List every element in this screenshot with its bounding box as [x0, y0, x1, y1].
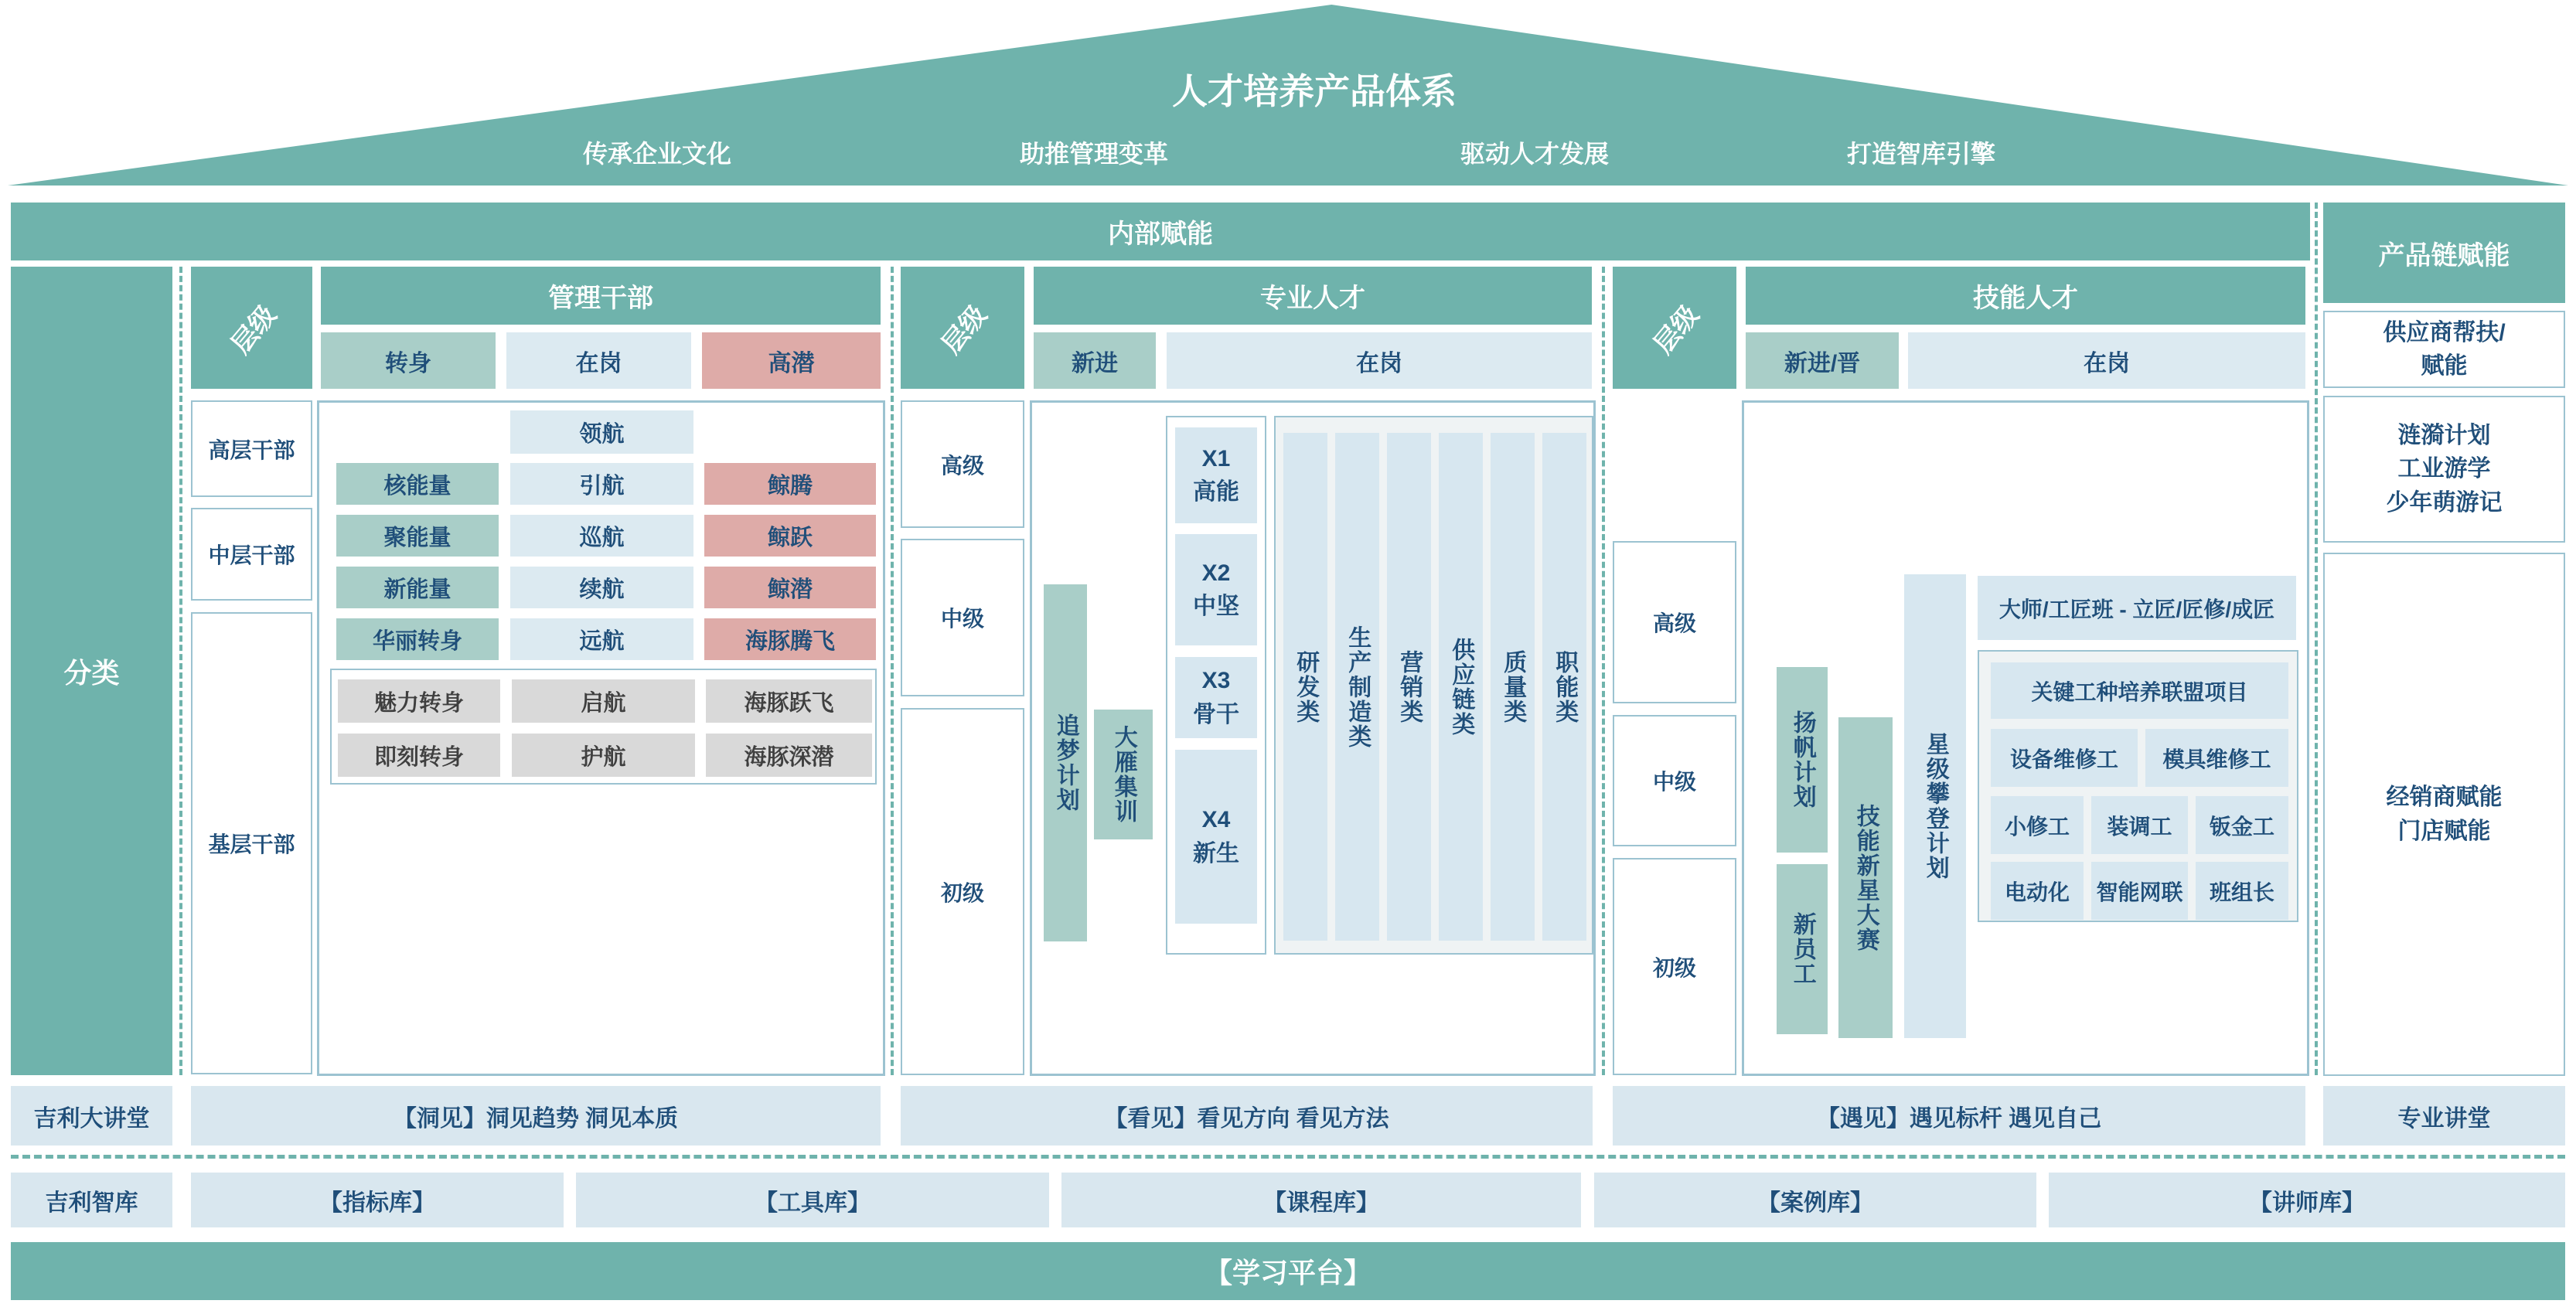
management-level-header-label: 层级: [225, 299, 282, 359]
professional-content-box: [1030, 400, 1596, 1076]
x1-code: X1: [1201, 445, 1231, 471]
alliance-title: 关键工种培养联盟项目: [1991, 662, 2288, 719]
category-quality: 质量类: [1491, 433, 1535, 941]
trade-electrification: 电动化: [1991, 862, 2084, 920]
x4-code: X4: [1201, 807, 1231, 832]
category-marketing: 营销类: [1387, 433, 1431, 941]
program-yuanhang: 远航: [510, 618, 693, 660]
program-yinhang: 引航: [510, 463, 693, 505]
program-xuhang: 续航: [510, 567, 693, 608]
skilled-subheader-new: 新进/晋: [1746, 332, 1899, 389]
skilled-level-header-label: 层级: [1648, 299, 1705, 359]
program-xunhang: 巡航: [510, 515, 693, 557]
industry-tour-line: 工业游学: [2397, 456, 2491, 482]
program-juenergy: 聚能量: [336, 515, 499, 557]
program-heenergy: 核能量: [336, 463, 499, 505]
x2-box: [1175, 534, 1257, 645]
program-xinenergy: 新能量: [336, 567, 499, 608]
divider-dashed-4: [2315, 203, 2318, 1075]
x4-box: [1175, 750, 1257, 924]
lecture-see-box: 【看见】看见方向 看见方法: [901, 1086, 1593, 1145]
category-function: 职能类: [1542, 433, 1586, 941]
ripple-plan-line: 涟漪计划: [2397, 422, 2491, 448]
roof-pillar-culture: 传承企业文化: [582, 140, 732, 168]
program-jike-zhuanshen: 即刻转身: [338, 734, 500, 777]
trade-mold-repair: 模具维修工: [2145, 729, 2288, 787]
x1-box: [1175, 427, 1257, 523]
dealer-empowerment-box: [2323, 553, 2565, 1076]
roof-pillar-reform: 助推管理变革: [1019, 140, 1169, 168]
trade-small-repair: 小修工: [1991, 796, 2084, 854]
x2-name: 中坚: [1193, 594, 1239, 619]
program-haitun-shenqian: 海豚深潜: [706, 734, 872, 777]
internal-empowerment-banner: 内部赋能: [11, 203, 2310, 260]
roof-pillar-development: 驱动人才发展: [1460, 140, 1610, 168]
x4-name: 新生: [1193, 840, 1239, 866]
lecture-insight-box: 【洞见】洞见趋势 洞见本质: [191, 1086, 881, 1145]
program-jingqian: 鲸潜: [704, 567, 876, 608]
trade-equipment-repair: 设备维修工: [1991, 729, 2138, 787]
program-huhang: 护航: [512, 734, 695, 777]
job-category-container: [1274, 416, 1593, 955]
management-subheader-highpotential: 高潜: [702, 332, 881, 389]
thinktank-label: 吉利智库: [11, 1173, 172, 1227]
divider-dashed-horizontal: [11, 1155, 2565, 1159]
wild-goose-camp-bar: 大雁集训: [1094, 710, 1153, 839]
roof-title: 人才培养产品体系: [1172, 71, 1457, 111]
trade-assembly: 装调工: [2091, 796, 2188, 854]
professional-level-header-label: 层级: [936, 299, 993, 359]
category-rnd: 研发类: [1283, 433, 1327, 941]
divider-dashed-3: [1602, 267, 1605, 1075]
junior-tour-line: 少年萌游记: [2386, 489, 2503, 516]
professional-level-junior: 初级: [901, 708, 1024, 1075]
program-jingteng: 鲸腾: [704, 463, 876, 505]
divider-dashed-1: [179, 267, 182, 1075]
x1-name: 高能: [1193, 479, 1239, 505]
master-craftsman-class: 大师/工匠班 - 立匠/匠修/成匠: [1978, 576, 2296, 640]
x3-name: 骨干: [1193, 701, 1239, 727]
management-level-base: 基层干部: [191, 612, 312, 1074]
category-manufacturing: 生产制造类: [1335, 433, 1379, 941]
key-trade-alliance-container: [1978, 650, 2298, 922]
library-course: 【课程库】: [1061, 1173, 1581, 1227]
skilled-content-box: [1742, 400, 2309, 1076]
skill-star-contest-bar: 技能新星大赛: [1838, 717, 1893, 1038]
management-content-box: [317, 400, 885, 1076]
supplier-support-line1: 供应商帮扶/: [2383, 319, 2506, 346]
sail-plan-bar: 扬帆计划: [1777, 667, 1828, 853]
program-meili-zhuanshen: 魅力转身: [338, 679, 500, 723]
management-level-header: [191, 267, 312, 389]
lecture-hall-label: 吉利大讲堂: [11, 1086, 172, 1145]
skilled-subheader-onjob: 在岗: [1908, 332, 2305, 389]
professional-level-header: [901, 267, 1024, 389]
trade-sheetmetal: 钣金工: [2196, 796, 2288, 854]
management-level-middle: 中层干部: [191, 508, 312, 601]
professional-level-middle: 中级: [901, 539, 1024, 696]
professional-level-senior: 高级: [901, 400, 1024, 528]
library-tool: 【工具库】: [576, 1173, 1049, 1227]
program-haitun-yuefei: 海豚跃飞: [706, 679, 872, 723]
ripple-plan-box: [2323, 396, 2565, 543]
lecture-meet-box: 【遇见】遇见标杆 遇见自己: [1613, 1086, 2305, 1145]
professional-subheader-onjob: 在岗: [1167, 332, 1592, 389]
x2-code: X2: [1201, 560, 1231, 586]
professional-subheader-new: 新进: [1034, 332, 1156, 389]
professional-title: 专业人才: [1034, 267, 1592, 325]
skilled-level-junior: 初级: [1613, 858, 1736, 1075]
trade-team-leader: 班组长: [2196, 862, 2288, 920]
management-subheader-onjob: 在岗: [506, 332, 691, 389]
learning-platform-bar: 【学习平台】: [11, 1242, 2565, 1300]
x3-code: X3: [1201, 668, 1231, 693]
trade-intelligent-connect: 智能网联: [2091, 862, 2188, 920]
program-haitun-tengfei: 海豚腾飞: [704, 618, 876, 660]
program-qihang: 启航: [512, 679, 695, 723]
star-climbing-plan-bar: 星级攀登计划: [1904, 574, 1966, 1038]
program-hualizhuanshen: 华丽转身: [336, 618, 499, 660]
skilled-level-header: [1613, 267, 1736, 389]
management-title: 管理干部: [321, 267, 881, 325]
program-linghang: 领航: [510, 410, 693, 454]
divider-dashed-2: [891, 267, 894, 1075]
program-jingyue: 鲸跃: [704, 515, 876, 557]
professional-lecture-box: 专业讲堂: [2323, 1086, 2565, 1145]
x-level-container: [1166, 416, 1266, 955]
category-sidebar: 分类: [11, 267, 172, 1075]
management-level-senior: 高层干部: [191, 400, 312, 497]
store-empowerment-line: 门店赋能: [2397, 818, 2491, 844]
skilled-level-middle: 中级: [1613, 715, 1736, 846]
library-indicator: 【指标库】: [191, 1173, 564, 1227]
library-case: 【案例库】: [1594, 1173, 2036, 1227]
x3-box: [1175, 657, 1257, 738]
skilled-title: 技能人才: [1746, 267, 2305, 325]
dream-plan-bar: 追梦计划: [1044, 584, 1087, 941]
supplier-support-box: [2323, 311, 2565, 388]
new-employee-bar: 新员工: [1777, 864, 1828, 1034]
product-chain-header: 产品链赋能: [2323, 203, 2565, 303]
dealer-empowerment-line: 经销商赋能: [2386, 785, 2503, 810]
library-lecturer: 【讲师库】: [2049, 1173, 2565, 1227]
management-gray-subbox: [330, 669, 877, 785]
supplier-support-line2: 赋能: [2421, 353, 2468, 379]
category-supplychain: 供应链类: [1439, 433, 1483, 941]
skilled-level-senior: 高级: [1613, 541, 1736, 703]
roof-pillar-thinktank: 打造智库引擎: [1846, 140, 1996, 168]
management-subheader-transform: 转身: [321, 332, 496, 389]
